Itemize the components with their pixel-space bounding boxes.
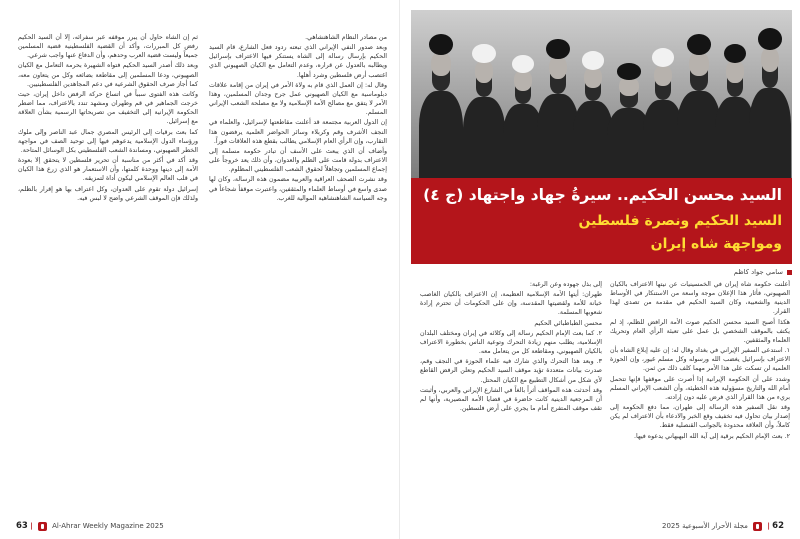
paragraph: كما بعث برقيات إلى الرئيس المصري جمال عبد الناصر وإلى ملوك ورؤساء الدول الإسلامية يدعوهم فيها إلى توحيد الصف في مواجهة الخطر الصهيوني، ومساندة الشعب الفلسطيني بكل الوسائل المتاحة. xyxy=(18,128,198,154)
article-title-block xyxy=(411,178,792,264)
magazine-name-en: Al-Ahrar Weekly Magazine 2025 xyxy=(52,522,164,530)
left-page-column-right xyxy=(209,33,387,513)
paragraph: وقد أكد في أكثر من مناسبة أن تحرير فلسطين لا يتحقق إلا بعودة الأمة إلى دينها ووحدة كلمتها، وأن الاستعمار هو الذي زرع هذا الكيان في قلب العالم الإسلامي ليكون أداة لتمزيقه. xyxy=(18,157,198,183)
paragraph: إلى بذل جهوده وعن الرغبة: xyxy=(529,281,602,288)
paragraph: وبعد صدور النفي الإيراني الذي تبعته ردود فعل الشارع، قام السيد الحكيم بإرسال رسالة إلى الشاه يستنكر فيها الاعتراف بإسرائيل ويطالبه بالعدول عن قراره، وعدم التعامل مع الكيان الصهيوني الذي اغتصب أرض فلسطين وشرد أهلها. xyxy=(209,44,387,79)
paragraph: وشدد على أن الحكومة الإيرانية إذا أصرت على موقفها فإنها تتحمل أمام الله والتاريخ مسؤولية هذه الخطيئة، وأن الشعب الإيراني المسلم بريء من هذا القرار الذي فرض عليه دون إرادته. xyxy=(610,375,790,401)
photo-figure xyxy=(749,22,791,178)
paragraph: طهران: أيتها الأمة الإسلامية العظيمة، إن الاعتراف بالكيان الغاصب خيانة للأمة ولقضيتها المقدسة، وإن على الحكومات أن تحترم إرادة شعوبها المسلمة. xyxy=(420,291,602,317)
author-byline xyxy=(411,268,792,276)
paragraph: إن الدول العربية مجتمعة قد أعلنت مقاطعتها لإسرائيل، والعلماء في النجف الأشرف وقم وكربلاء وسائر الحواضر العلمية يرفضون هذا التقارب، وإن الرأي العام الإسلامي يطالب بقطع هذه العلاقات فوراً. xyxy=(209,119,387,145)
paragraph: وقال له: إن العمل الذي قام به ولاة الأمر في إيران من إقامة علاقات دبلوماسية مع الكيان الصهيوني عمل جرح وجدان المسلمين، وهذا الأمر لا يتفق مع مصالح الأمة الإسلامية ولا مع مصلحة الشعب الإيراني المسلم. xyxy=(209,81,387,117)
paragraph: إسرائيل دولة تقوم على العدوان، وكل اعتراف بها هو إقرار بالظلم، ولذلك فإن الموقف الشرعي واضح لا لبس فيه. xyxy=(18,185,198,202)
paragraph: وكانت هذه الفتوى سبباً في اتساع حركة الرفض داخل إيران، حيث خرجت الجماهير في قم وطهران ومشهد تندد بالاعتراف، مما اضطر الحكومة الإيرانية إلى التخفيف من تصريحاتها الرسمية بشأن العلاقة مع إسرائيل. xyxy=(18,90,198,126)
right-page-footer xyxy=(662,521,784,531)
paragraph: ثم إن الشاه حاول أن يبرر موقفه عبر سفرائه، إلا أن السيد الحكيم رفض كل المبررات، وأكد أن القضية الفلسطينية قضية المسلمين جميعاً وليست قضية العرب وحدهم، وأن الدفاع عنها واجب شرعي. xyxy=(18,34,198,60)
page-number-right: 62 xyxy=(772,521,784,531)
article-title: السيد محسن الحكيم.. سيرةُ جهاد واجتهاد (ج ٤) xyxy=(423,186,782,204)
paragraph: ٢. بعث الإمام الحكيم برقية إلى آية الله البهبهاني يدعوه فيها. xyxy=(634,432,790,440)
paragraph: ١. استدعى السفير الإيراني في بغداد وقال له: إن عليه إبلاغ الشاه بأن الاعتراف بإسرائيل يغضب الله ورسوله وكل مسلم غيور، وإن الحوزة العلمية لن تسكت على هذا الأمر مهما كلف ذلك من ثمن. xyxy=(610,347,790,373)
magazine-logo-icon xyxy=(38,522,47,531)
article-subtitle-line-1: السيد الحكيم ونصرة فلسطين xyxy=(578,213,782,229)
byline-marker-icon xyxy=(787,270,792,275)
paragraph: وقد نقل السفير هذه الرسالة إلى طهران، مما دفع الحكومة إلى إصدار بيان تحاول فيه تخفيف وقع الخبر والادعاء بأن الاعتراف لم يكن كاملاً، وأن العلاقة محدودة بالجوانب القنصلية فقط. xyxy=(610,404,790,430)
photo-figure xyxy=(419,28,463,178)
magazine-name-ar: مجلة الأحرار الأسبوعية 2025 xyxy=(662,522,748,530)
paragraph: هكذا أصبح السيد محسن الحكيم صوت الأمة الرافض للظلم، إذ لم يكتف بالموقف الشخصي بل عمل على تعبئة الرأي العام وتحريك العلماء والمثقفين. xyxy=(610,318,790,344)
article-subtitle-line-2: ومواجهة شاه إيران xyxy=(650,236,782,252)
photo-figure xyxy=(463,38,505,178)
paragraph: محسن الطباطبائي الحكيم xyxy=(534,319,602,327)
paragraph: وقد أحدثت هذه المواقف أثراً بالغاً في الشارع الإيراني والعربي، وأثبتت أن المرجعية الدينية كانت حاضرة في قضايا الأمة المصيرية، وأنها لم تقف موقف المتفرج أمام ما يجري على أرض فلسطين. xyxy=(420,386,602,413)
historical-photo xyxy=(411,10,792,178)
paragraph: أعلنت حكومة شاه إيران في الخمسينيات عن نيتها الاعتراف بالكيان الصهيوني، فأثار هذا الإعلان موجة واسعة من الاستنكار في الأوساط الدينية والشعبية، وكان السيد الحكيم في مقدمة من تصدى لهذا القرار. xyxy=(610,281,790,316)
paragraph: وقد نشرت الصحف العراقية والعربية مضمون هذه الرسالة، وكان لها صدى واسع في أوساط العلماء والمثقفين، واعتبرت موقفاً شجاعاً في وجه السياسة الشاهنشاهية الموالية للغرب. xyxy=(209,176,387,202)
magazine-logo-icon xyxy=(753,522,762,531)
paragraph: ٣. وبعد هذا التحرك والذي شارك فيه علماء الحوزة في النجف وقم، صدرت بيانات متعددة تؤيد موقف السيد الحكيم وتعلن الرفض القاطع لأي شكل من أشكال التطبيع مع الكيان المحتل. xyxy=(420,358,602,384)
footer-separator: | xyxy=(767,522,770,530)
paragraph: من مصادر النظام الشاهنشاهي. xyxy=(305,34,387,41)
paragraph: وبعد ذلك أصدر السيد الحكيم فتواه الشهيرة بحرمة التعامل مع الكيان الصهيوني، ودعا المسلمين إلى مقاطعة بضائعه وكل من يتعاون معه، كما أجاز صرف الحقوق الشرعية في دعم المجاهدين الفلسطينيين. xyxy=(18,62,198,88)
footer-separator: | xyxy=(30,522,33,530)
page-number-left: 63 xyxy=(16,521,28,531)
left-page-column-left xyxy=(18,33,198,513)
author-name: سامي جواد كاظم xyxy=(733,268,783,276)
paragraph: وأضاف أن الذي يبعث على الأسف أن تبادر حكومة مسلمة إلى الاعتراف بدولة قامت على الظلم والعدوان، وأن ذلك يعد خروجاً على إجماع المسلمين وتجاهلاً لحقوق الشعب الفلسطيني المظلوم. xyxy=(209,147,387,174)
paragraph: ٢. كما بعث الإمام الحكيم رسالة إلى وكلائه في إيران ومختلف البلدان الإسلامية، يطلب منهم زيادة التحرك وتوعية الناس بخطورة الاعتراف بالكيان الصهيوني، ومقاطعة كل من يتعامل معه. xyxy=(420,329,602,356)
right-page-column-right xyxy=(610,280,790,516)
left-page-footer xyxy=(16,521,164,531)
right-page-column-left xyxy=(420,280,602,516)
